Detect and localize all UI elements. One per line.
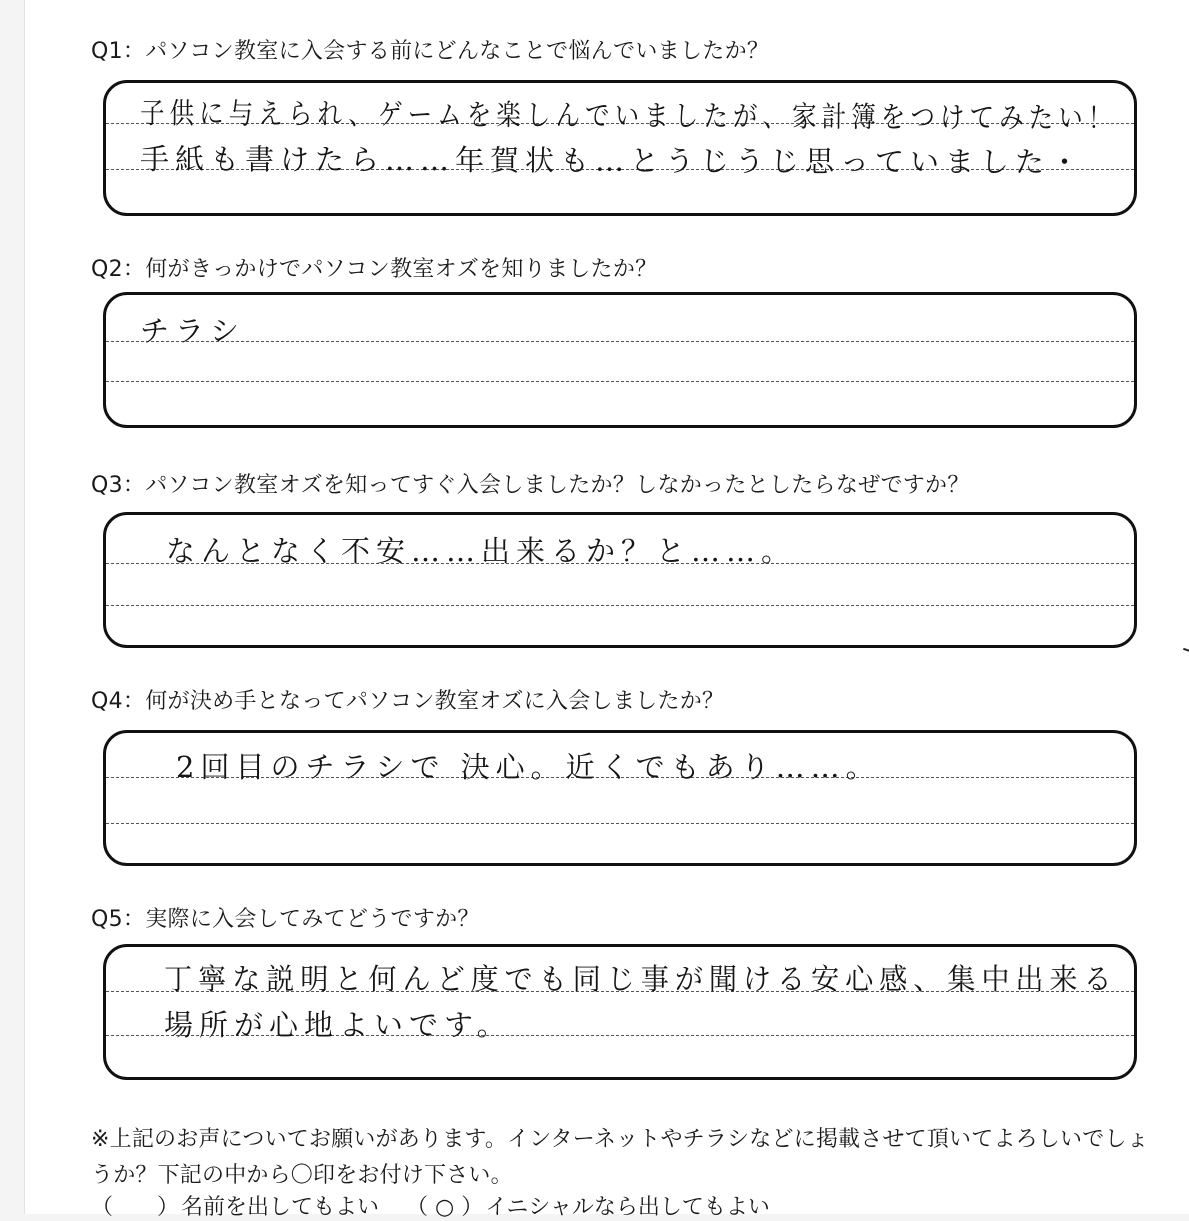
handwritten-answer-1-line-2: 手紙も書けたら……年賀状も…とうじうじ思っていました・	[139, 142, 1086, 180]
option-2-checkbox[interactable]: （ ○ ）	[406, 1195, 484, 1220]
ruled-line	[106, 381, 1134, 382]
handwritten-answer-2: チラシ	[140, 314, 246, 348]
handwritten-answer-3: なんとなく不安……出来るか？と……。	[166, 534, 797, 568]
answer-box-5	[103, 944, 1137, 1080]
question-4-label: Q4：何が決め手となってパソコン教室オズに入会しましたか？	[91, 689, 725, 714]
option-1-label: 名前を出してもよい	[181, 1195, 380, 1220]
pen-mark	[1183, 648, 1189, 654]
answer-box-4	[103, 730, 1137, 866]
ruled-line	[106, 823, 1134, 824]
ruled-line	[106, 605, 1134, 606]
handwritten-answer-5-line-1: 丁寧な説明と何んど度でも同じ事が聞ける安心感、集中出来る	[164, 962, 1118, 996]
answer-box-3	[103, 512, 1137, 648]
question-2-label: Q2：何がきっかけでパソコン教室オズを知りましたか？	[91, 257, 658, 282]
option-2-label: イニシャルなら出してもよい	[485, 1195, 770, 1220]
handwritten-answer-4: 2回目のチラシで 決心。近くでもあり……。	[176, 750, 881, 784]
handwritten-answer-1-line-1: 子供に与えられ、ゲームを楽しんでいましたが、家計簿をつけてみたい！	[139, 96, 1118, 136]
consent-note: ※上記のお声についてお願いがあります。インターネットやチラシなどに掲載させて頂いてよろしいでしょうか？下記の中から〇印をお付け下さい。	[91, 1127, 1149, 1188]
answer-box-2	[103, 292, 1137, 428]
survey-page	[24, 0, 1189, 1220]
consent-options	[91, 1190, 772, 1221]
question-1-label: Q1：パソコン教室に入会する前にどんなことで悩んでいましたか？	[91, 39, 770, 64]
question-3-label: Q3：パソコン教室オズを知ってすぐ入会しましたか？しなかったとしたらなぜですか？	[91, 473, 970, 498]
answer-box-1	[103, 80, 1137, 216]
question-5-label: Q5：実際に入会してみてどうですか？	[91, 907, 480, 932]
handwritten-answer-5-line-2: 場所が心地よいです。	[164, 1008, 512, 1042]
ruled-line	[106, 341, 1134, 342]
option-1-checkbox[interactable]: （ ）	[91, 1195, 180, 1220]
